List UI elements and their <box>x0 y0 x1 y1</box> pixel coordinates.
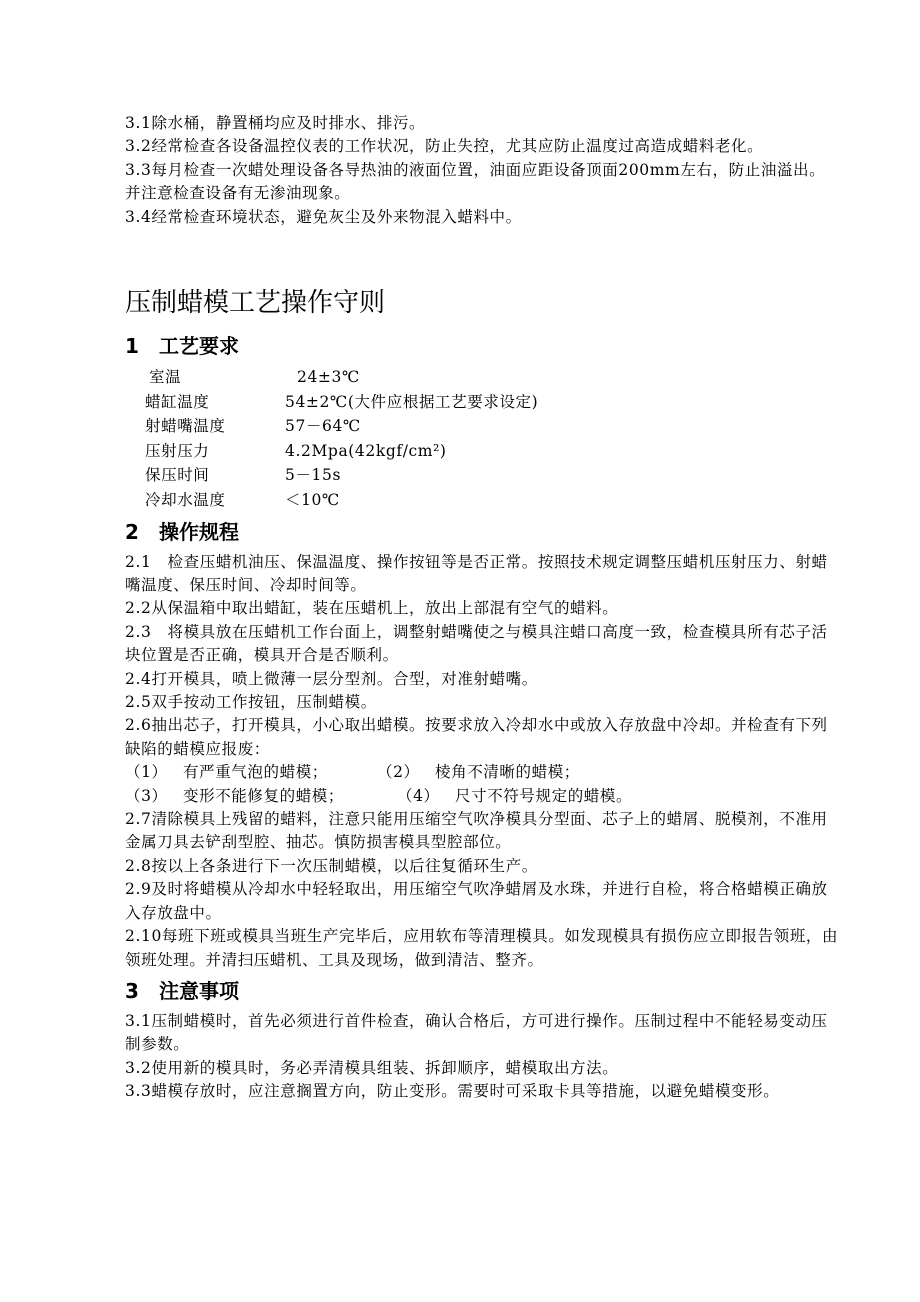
param-row <box>145 463 840 488</box>
param-value: 54±2℃(大件应根据工艺要求设定) <box>285 392 539 411</box>
param-key: 压射压力 <box>145 441 210 460</box>
top-list <box>125 112 840 229</box>
defect-number: （4） <box>397 786 440 805</box>
defect-text: 有严重气泡的蜡模； <box>183 763 328 782</box>
step-item: 2.3 将模具放在压蜡机工作台面上，调整射蜡嘴使之与模具注蜡口高度一致，检查模具所有芯子活块位置是否正确，模具开合是否顺利。 <box>125 622 828 665</box>
param-value: ＜10℃ <box>285 491 340 509</box>
note-item: 3.3蜡模存放时，应注意搁置方向，防止变形。需要时可采取卡具等措施，以避免蜡模变形。 <box>125 1082 780 1101</box>
defect-number: （2） <box>377 763 420 782</box>
step-item: 2.7清除模具上残留的蜡料，注意只能用压缩空气吹净模具分型面、芯子上的蜡屑、脱模剂，不准用金属刀具去铲刮型腔、抽芯。慎防损害模具型腔部位。 <box>125 810 828 852</box>
step-item: 2.4打开模具，喷上微薄一层分型剂。合型，对准射蜡嘴。 <box>125 669 538 688</box>
step-item: 2.6抽出芯子，打开模具，小心取出蜡模。按要求放入冷却水中或放入存放盘中冷却。并检查有下列缺陷的蜡模应报废： <box>125 716 828 758</box>
defect-row <box>125 761 840 784</box>
section-number: 3 <box>125 978 139 1003</box>
step-item: 2.5双手按动工作按钮，压制蜡模。 <box>125 693 377 712</box>
section-3-heading <box>125 976 840 1006</box>
param-value: 4.2Mpa(42kgf/cm²) <box>285 441 447 460</box>
step-item: 2.2从保温箱中取出蜡缸，装在压蜡机上，放出上部混有空气的蜡料。 <box>125 599 619 618</box>
step-item: 2.8按以上各条进行下一次压制蜡模，以后往复循环生产。 <box>125 856 538 875</box>
param-value: 24±3℃ <box>297 368 360 387</box>
section-number: 1 <box>125 334 139 359</box>
defect-text: 棱角不清晰的蜡模； <box>435 763 580 782</box>
top-item: 3.4经常检查环境状态，避免灰尘及外来物混入蜡料中。 <box>125 207 522 226</box>
notes-list <box>125 1010 840 1104</box>
top-item: 3.1除水桶，静置桶均应及时排水、排污。 <box>125 114 426 132</box>
step-item: 2.1 检查压蜡机油压、保温温度、操作按钮等是否正常。按照技术规定调整压蜡机压射压力、射蜡嘴温度、保压时间、冷却时间等。 <box>125 552 828 594</box>
param-row <box>145 414 840 439</box>
document-page <box>125 112 840 1104</box>
step-item: 2.9及时将蜡模从冷却水中轻轻取出，用压缩空气吹净蜡屑及水珠，并进行自检，将合格蜡模正确放入存放盘中。 <box>125 880 828 922</box>
param-key: 冷却水温度 <box>145 491 226 509</box>
param-key: 保压时间 <box>145 466 210 485</box>
defect-text: 尺寸不符号规定的蜡模。 <box>455 786 633 805</box>
defect-number: （3） <box>125 786 168 805</box>
operation-steps <box>125 551 840 972</box>
param-row <box>145 365 840 390</box>
document-title: 压制蜡模工艺操作守则 <box>125 288 386 319</box>
defect-row <box>125 785 840 808</box>
section-title: 操作规程 <box>159 519 239 544</box>
param-row <box>145 488 840 513</box>
defect-text: 变形不能修复的蜡模； <box>183 786 345 805</box>
step-item: 2.10每班下班或模具当班生产完毕后，应用软布等清理模具。如发现模具有损伤应立即报告领班，由领班处理。并清扫压蜡机、工具及现场，做到清洁、整齐。 <box>125 927 839 969</box>
top-item: 3.2经常检查各设备温控仪表的工作状况，防止失控，尤其应防止温度过高造成蜡料老化。 <box>125 137 764 156</box>
section-2-heading <box>125 517 840 547</box>
section-title: 注意事项 <box>159 978 239 1003</box>
section-1-heading <box>125 331 840 361</box>
section-title: 工艺要求 <box>159 334 239 359</box>
param-key: 射蜡嘴温度 <box>145 417 226 436</box>
note-item: 3.1压制蜡模时，首先必须进行首件检查，确认合格后，方可进行操作。压制过程中不能轻易变动压制参数。 <box>125 1011 828 1054</box>
param-row <box>145 390 840 415</box>
param-value: 5－15s <box>285 466 342 485</box>
process-parameters <box>145 365 840 513</box>
note-item: 3.2使用新的模具时，务必弄清模具组装、拆卸顺序，蜡模取出方法。 <box>125 1058 619 1077</box>
section-number: 2 <box>125 519 139 544</box>
defect-number: （1） <box>125 763 168 782</box>
param-key: 室温 <box>149 368 182 387</box>
param-value: 57－64℃ <box>285 417 361 436</box>
top-item: 3.3每月检查一次蜡处理设备各导热油的液面位置，油面应距设备顶面200mm左右，防止油溢出。并注意检查设备有无渗油现象。 <box>125 160 826 203</box>
param-row <box>145 439 840 464</box>
param-key: 蜡缸温度 <box>145 392 210 411</box>
